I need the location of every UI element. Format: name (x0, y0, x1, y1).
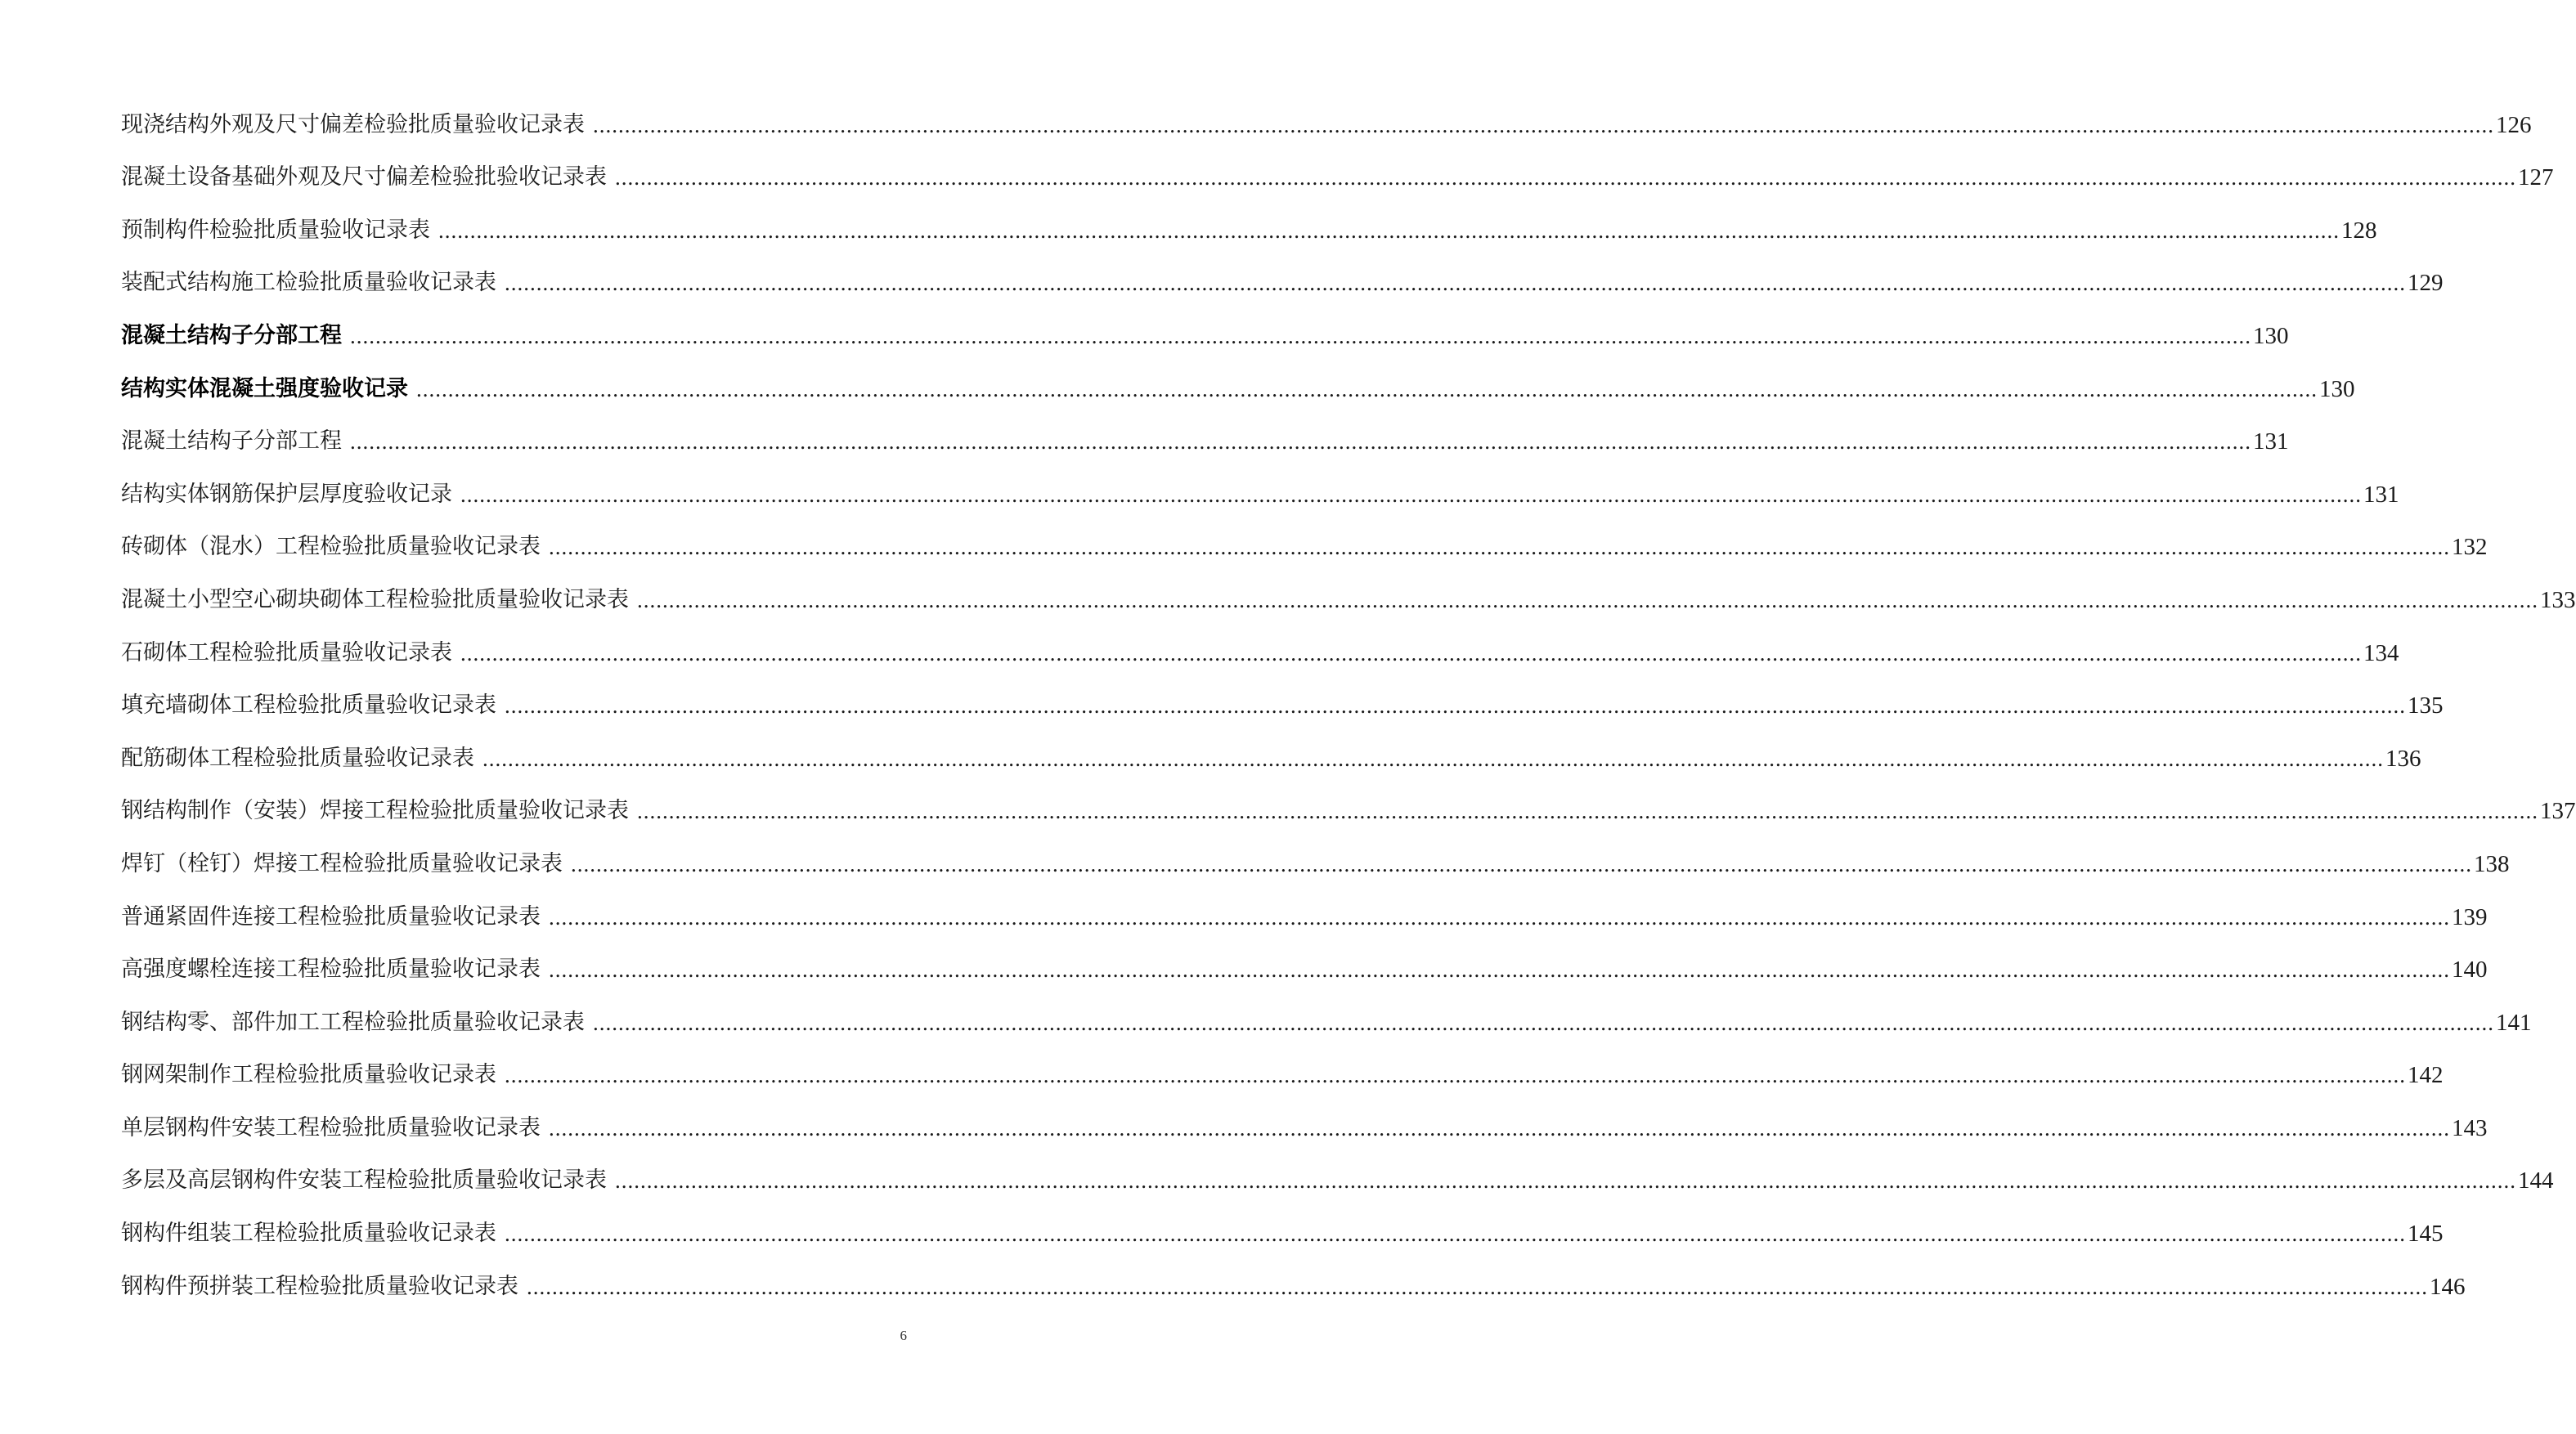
toc-entry-page-number: 132 (2452, 534, 2488, 561)
toc-entry[interactable] (121, 625, 2399, 678)
toc-entry[interactable] (121, 942, 2488, 995)
dot-leader: ............................................................................................................................................................................................................................................................................................................ (460, 482, 2362, 507)
toc-entry-page-number: 146 (2430, 1273, 2466, 1300)
toc-entry[interactable] (121, 994, 2532, 1047)
toc-entry-title: 单层钢构件安装工程检验批质量验收记录表 (121, 1114, 541, 1140)
toc-entry-title: 混凝土结构子分部工程 (121, 322, 342, 348)
toc-entry[interactable] (121, 150, 2554, 203)
dot-leader: ............................................................................................................................................................................................................................................................................................................ (505, 271, 2406, 296)
dot-leader: ............................................................................................................................................................................................................................................................................................................ (593, 1010, 2494, 1035)
toc-entry-title: 焊钉（栓钉）焊接工程检验批质量验收记录表 (121, 850, 563, 876)
toc-entry[interactable] (121, 466, 2399, 519)
toc-entry-title: 砖砌体（混水）工程检验批质量验收记录表 (121, 534, 541, 560)
toc-entry[interactable] (121, 1258, 2466, 1311)
dot-leader: ............................................................................................................................................................................................................................................................................................................ (416, 376, 2318, 401)
toc-entry[interactable] (121, 730, 2421, 783)
dot-leader: ............................................................................................................................................................................................................................................................................................................ (549, 957, 2450, 983)
dot-leader: ............................................................................................................................................................................................................................................................................................................ (438, 217, 2340, 243)
toc-entry-page-number: 135 (2408, 692, 2444, 719)
toc-entry-title: 混凝土小型空心砌块砌体工程检验批质量验收记录表 (121, 586, 629, 612)
toc-entry-title: 填充墙砌体工程检验批质量验收记录表 (121, 692, 496, 719)
toc-entry-page-number: 145 (2408, 1221, 2444, 1248)
toc-entry-page-number: 131 (2253, 428, 2289, 455)
toc-entry-title: 高强度螺栓连接工程检验批质量验收记录表 (121, 957, 541, 983)
dot-leader: ............................................................................................................................................................................................................................................................................................................ (549, 1115, 2450, 1140)
dot-leader: ............................................................................................................................................................................................................................................................................................................ (637, 799, 2538, 824)
toc-entry[interactable] (121, 1153, 2554, 1206)
toc-entry-title: 现浇结构外观及尺寸偏差检验批质量验收记录表 (121, 111, 585, 137)
dot-leader: ............................................................................................................................................................................................................................................................................................................ (527, 1274, 2428, 1299)
toc-entry-title: 钢构件预拼装工程检验批质量验收记录表 (121, 1273, 518, 1299)
toc-entry-page-number: 139 (2452, 903, 2488, 930)
toc-entry-title: 石砌体工程检验批质量验收记录表 (121, 639, 452, 665)
table-of-contents (121, 96, 2576, 1311)
dot-leader: ............................................................................................................................................................................................................................................................................................................ (615, 1168, 2516, 1194)
dot-leader: ............................................................................................................................................................................................................................................................................................................ (350, 323, 2251, 348)
dot-leader: ............................................................................................................................................................................................................................................................................................................ (505, 1221, 2406, 1247)
toc-entry-page-number: 144 (2518, 1167, 2554, 1194)
dot-leader: ............................................................................................................................................................................................................................................................................................................ (593, 112, 2494, 137)
toc-entry-page-number: 130 (2253, 322, 2289, 349)
toc-entry-page-number: 129 (2408, 270, 2444, 297)
toc-entry[interactable] (121, 783, 2576, 836)
toc-entry-page-number: 127 (2518, 164, 2554, 191)
toc-entry-page-number: 142 (2408, 1062, 2444, 1089)
dot-leader: ............................................................................................................................................................................................................................................................................................................ (460, 640, 2362, 665)
toc-entry[interactable] (121, 255, 2444, 308)
toc-entry-title: 钢结构零、部件加工工程检验批质量验收记录表 (121, 1009, 585, 1035)
toc-entry-title: 混凝土结构子分部工程 (121, 428, 342, 455)
toc-entry[interactable] (121, 519, 2488, 572)
toc-entry-page-number: 141 (2496, 1009, 2532, 1036)
toc-entry[interactable] (121, 1100, 2488, 1153)
toc-entry-title: 钢网架制作工程检验批质量验收记录表 (121, 1062, 496, 1088)
toc-entry-title: 预制构件检验批质量验收记录表 (121, 217, 430, 243)
toc-entry[interactable] (121, 361, 2355, 414)
toc-entry-title: 混凝土设备基础外观及尺寸偏差检验批验收记录表 (121, 164, 607, 190)
toc-entry-title: 钢构件组装工程检验批质量验收记录表 (121, 1221, 496, 1247)
toc-entry[interactable] (121, 678, 2444, 731)
toc-entry[interactable] (121, 1047, 2444, 1100)
dot-leader: ............................................................................................................................................................................................................................................................................................................ (615, 165, 2516, 190)
toc-entry-title: 钢结构制作（安装）焊接工程检验批质量验收记录表 (121, 798, 629, 824)
toc-entry-page-number: 131 (2363, 481, 2399, 508)
toc-entry[interactable] (121, 1205, 2444, 1258)
dot-leader: ............................................................................................................................................................................................................................................................................................................ (549, 904, 2450, 930)
toc-entry-page-number: 134 (2363, 639, 2399, 666)
dot-leader: ............................................................................................................................................................................................................................................................................................................ (505, 1063, 2406, 1088)
toc-entry[interactable] (121, 571, 2576, 625)
dot-leader: ............................................................................................................................................................................................................................................................................................................ (350, 429, 2251, 455)
toc-entry-title: 结构实体混凝土强度验收记录 (121, 375, 408, 401)
toc-entry-title: 装配式结构施工检验批质量验收记录表 (121, 270, 496, 296)
toc-entry-page-number: 138 (2474, 850, 2510, 877)
dot-leader: ............................................................................................................................................................................................................................................................................................................ (637, 587, 2538, 612)
toc-entry-page-number: 136 (2385, 745, 2421, 772)
dot-leader: ............................................................................................................................................................................................................................................................................................................ (482, 746, 2384, 771)
toc-entry-title: 结构实体钢筋保护层厚度验收记录 (121, 481, 452, 507)
toc-entry-page-number: 130 (2319, 375, 2355, 402)
toc-entry-title: 普通紧固件连接工程检验批质量验收记录表 (121, 903, 541, 930)
toc-entry[interactable] (121, 307, 2289, 361)
toc-entry-page-number: 133 (2540, 586, 2576, 613)
toc-entry-title: 多层及高层钢构件安装工程检验批质量验收记录表 (121, 1167, 607, 1194)
dot-leader: ............................................................................................................................................................................................................................................................................................................ (571, 851, 2472, 876)
toc-entry[interactable] (121, 96, 2532, 150)
page-number: 6 (900, 1328, 907, 1343)
toc-entry-page-number: 126 (2496, 111, 2532, 138)
toc-entry-page-number: 137 (2540, 798, 2576, 825)
toc-entry[interactable] (121, 414, 2289, 467)
toc-entry[interactable] (121, 889, 2488, 942)
toc-entry[interactable] (121, 202, 2377, 255)
toc-entry-page-number: 143 (2452, 1114, 2488, 1141)
toc-entry-title: 配筋砌体工程检验批质量验收记录表 (121, 745, 474, 771)
toc-entry[interactable] (121, 836, 2510, 889)
dot-leader: ............................................................................................................................................................................................................................................................................................................ (505, 693, 2406, 719)
toc-entry-page-number: 140 (2452, 957, 2488, 984)
toc-entry-page-number: 128 (2341, 217, 2377, 244)
dot-leader: ............................................................................................................................................................................................................................................................................................................ (549, 535, 2450, 560)
